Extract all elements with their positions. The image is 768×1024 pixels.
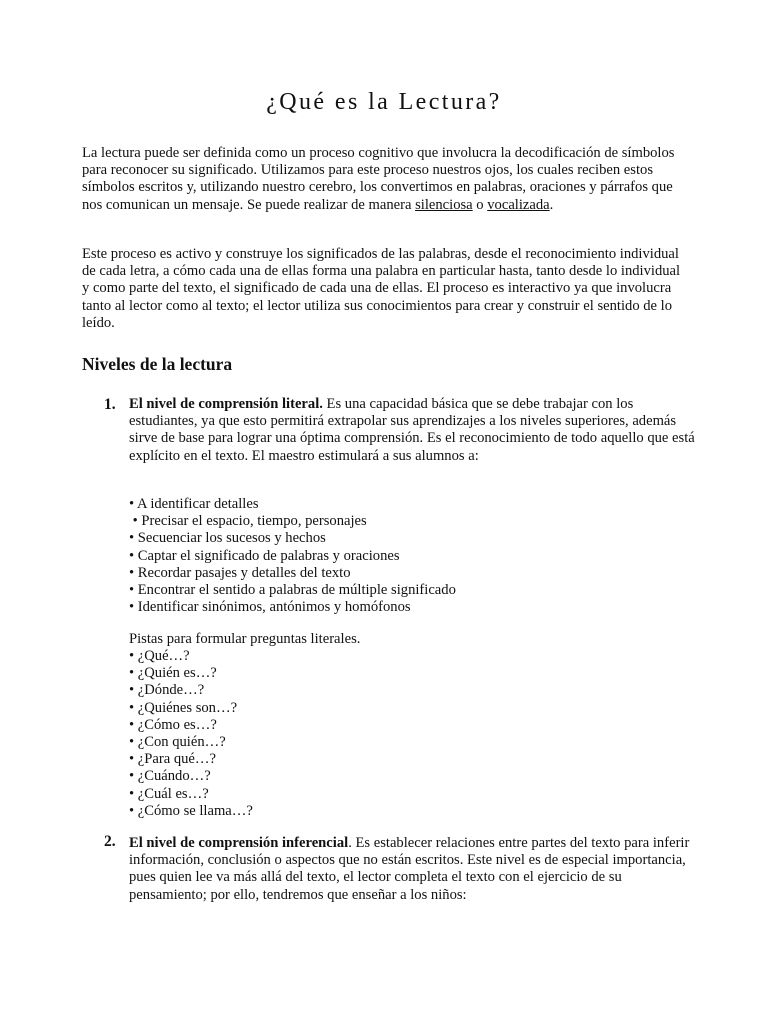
- questions-intro: Pistas para formular preguntas literales.: [129, 631, 361, 647]
- skills-list: [129, 496, 689, 616]
- list-item: • ¿Con quién…?: [129, 734, 226, 751]
- process-paragraph: Este proceso es activo y construye los significados de las palabras, desde el reconocimiento individual de cada letra, a cómo cada una de ellas forma una palabra en particular hasta, tanto desde lo individual y como parte del texto, el significado de cada una de ellas. El proceso es interactivo ya que involucra tanto al lector como al texto; el lector utiliza sus conocimientos para crear y construir el sentido de lo leído.: [82, 246, 681, 331]
- level1-paragraph: [129, 396, 695, 465]
- list-item: • ¿Quiénes son…?: [129, 699, 238, 716]
- level2-title: El nivel de comprensión inferencial: [129, 835, 349, 851]
- section-heading: Niveles de la lectura: [82, 354, 233, 374]
- level2-number: 2.: [104, 833, 116, 850]
- list-item: • ¿Cuándo…?: [129, 768, 211, 785]
- list-item: • Secuenciar los sucesos y hechos: [129, 530, 326, 547]
- level1-text: Es una capacidad básica que se debe trabajar con los estudiantes, ya que esto permitirá extrapolar sus aprendizajes a los niveles superiores, además sirve de base para lograr una óptima comprensión. Es el reconocimiento de todo aquello que está explícito en el texto. El maestro estimulará a sus alumnos a:: [129, 396, 695, 464]
- list-item: • ¿Cuál es…?: [129, 785, 209, 802]
- list-item: • Identificar sinónimos, antónimos y homófonos: [129, 599, 411, 616]
- list-item: • Captar el significado de palabras y oraciones: [129, 547, 400, 564]
- list-item: • ¿Cómo se llama…?: [129, 802, 253, 819]
- intro-end: .: [549, 196, 554, 213]
- intro-text: La lectura puede ser definida como un proceso cognitivo que involucra la decodificación de símbolos para reconocer su significado. Utilizamos para este proceso nuestros ojos, los cuales reciben estos símbolos escritos y, utilizando nuestro cerebro, los convertimos en palabras, oraciones y párrafos que nos comunican un mensaje. Se puede realizar de manera: [82, 145, 675, 213]
- list-item: • ¿Cómo es…?: [129, 716, 217, 733]
- list-item: • A identificar detalles: [129, 496, 259, 512]
- level2-paragraph: [129, 835, 695, 904]
- intro-paragraph: [82, 145, 682, 214]
- list-item: • ¿Qué…?: [129, 648, 190, 664]
- level1-title: El nivel de comprensión literal.: [129, 396, 323, 412]
- level2-text: . Es establecer relaciones entre partes del texto para inferir información, conclusión o aspectos que no están escritos. Este nivel es de especial importancia, pues quien lee va más allá del texto, el lector completa el texto con el ejercicio de su pensamiento; por ello, tendremos que enseñar a los niños:: [129, 835, 690, 903]
- list-item: • Recordar pasajes y detalles del texto: [129, 564, 351, 581]
- vocalizada-link[interactable]: vocalizada: [487, 196, 550, 213]
- list-item: • Encontrar el sentido a palabras de múltiple significado: [129, 582, 456, 599]
- questions-list: [129, 648, 689, 820]
- page-title: ¿Qué es la Lectura?: [266, 89, 502, 115]
- list-item: • ¿Quién es…?: [129, 665, 217, 682]
- silenciosa-link[interactable]: silenciosa: [415, 196, 473, 213]
- list-item: • ¿Para qué…?: [129, 751, 216, 768]
- list-item: • Precisar el espacio, tiempo, personajes: [129, 513, 367, 530]
- list-item: • ¿Dónde…?: [129, 682, 205, 699]
- intro-conjunction: o: [472, 196, 488, 213]
- level1-number: 1.: [104, 396, 116, 413]
